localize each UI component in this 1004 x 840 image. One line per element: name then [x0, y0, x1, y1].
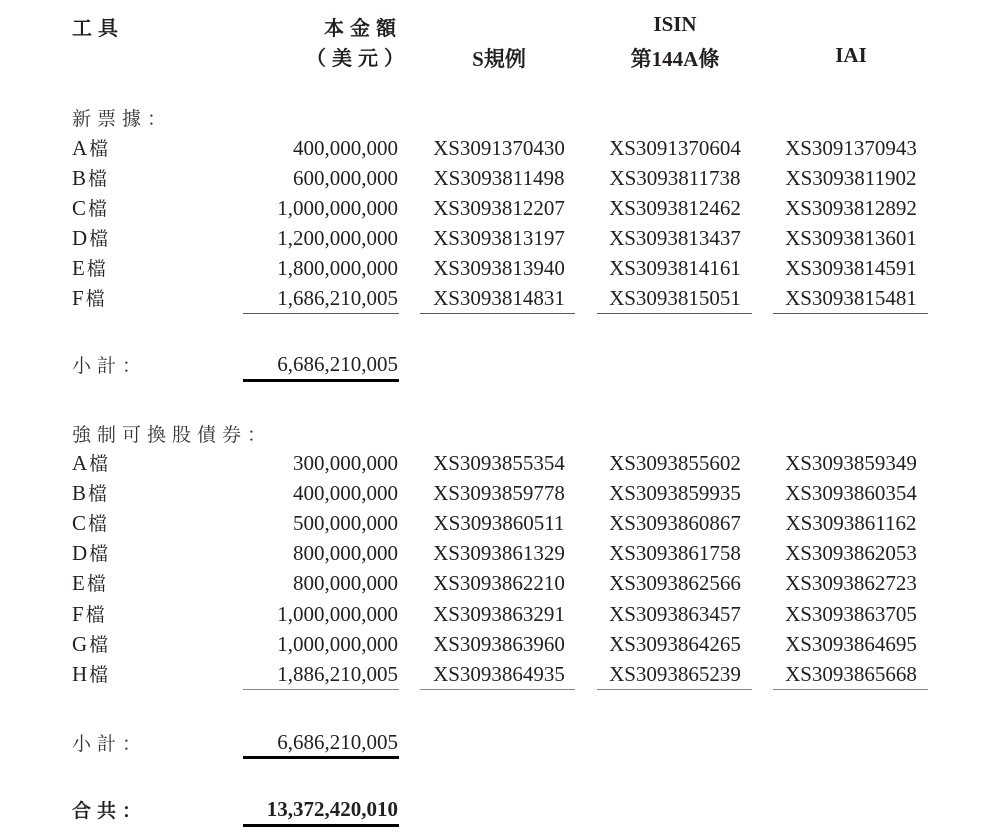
- tranche-letter: E: [72, 256, 85, 280]
- isin-144a-cell: XS3093863457: [609, 602, 741, 626]
- isin-iai-cell: XS3093863705: [785, 602, 917, 626]
- isin-iai-cell: XS3093865668: [785, 662, 917, 686]
- row-label: [72, 255, 106, 282]
- isin-iai-cell: XS3093859349: [785, 451, 917, 475]
- rule-iai: [773, 689, 928, 690]
- header-instrument: 工具: [72, 16, 124, 40]
- isin-144a-cell: XS3093814161: [609, 256, 741, 280]
- isin-iai-cell: XS3093862053: [785, 541, 917, 565]
- tranche-letter: F: [72, 602, 84, 626]
- tranche-suffix: 檔: [88, 483, 108, 505]
- tranche-suffix: 檔: [89, 138, 109, 160]
- isin-reg-s-cell: XS3093860511: [433, 511, 565, 535]
- section-title-new-notes: 新票據：: [72, 108, 173, 130]
- header-reg-s: S規例: [472, 47, 526, 71]
- header-principal-line2: （美元）: [306, 46, 410, 70]
- total-value: 13,372,420,010: [266, 797, 398, 821]
- amount-cell: 800,000,000: [293, 541, 398, 565]
- rule-amount: [243, 313, 399, 314]
- isin-iai-cell: XS3093815481: [785, 286, 917, 310]
- amount-cell: 1,000,000,000: [277, 632, 398, 656]
- tranche-letter: A: [72, 451, 88, 475]
- amount-cell: 1,886,210,005: [277, 662, 398, 686]
- isin-iai-cell: XS3093812892: [785, 196, 917, 220]
- section-title-mandatory-convertible: 強制可換股債券：: [72, 424, 273, 446]
- tranche-letter: B: [72, 166, 87, 190]
- isin-iai-cell: XS3093864695: [785, 632, 917, 656]
- isin-iai-cell: XS3093814591: [785, 256, 917, 280]
- isin-reg-s-cell: XS3093863960: [433, 632, 565, 656]
- rule-reg-s: [420, 313, 575, 314]
- isin-reg-s-cell: XS3093811498: [433, 166, 565, 190]
- rule-144a: [597, 689, 752, 690]
- amount-cell: 400,000,000: [293, 136, 398, 160]
- subtotal-value: 6,686,210,005: [277, 352, 398, 376]
- tranche-letter: B: [72, 481, 87, 505]
- row-label: [72, 540, 108, 567]
- tranche-suffix: 檔: [89, 634, 109, 656]
- isin-reg-s-cell: XS3093861329: [433, 541, 565, 565]
- isin-reg-s-cell: XS3093864935: [433, 662, 565, 686]
- isin-reg-s-cell: XS3093859778: [433, 481, 565, 505]
- amount-cell: 1,200,000,000: [277, 226, 398, 250]
- tranche-letter: D: [72, 226, 88, 250]
- subtotal-rule: [243, 379, 399, 382]
- tranche-suffix: 檔: [89, 543, 109, 565]
- rule-144a: [597, 313, 752, 314]
- total-label: 合共：: [72, 800, 148, 822]
- isin-reg-s-cell: XS3093813197: [433, 226, 565, 250]
- amount-cell: 400,000,000: [293, 481, 398, 505]
- tranche-suffix: 檔: [86, 573, 106, 595]
- isin-144a-cell: XS3093864265: [609, 632, 741, 656]
- isin-reg-s-cell: XS3093855354: [433, 451, 565, 475]
- rule-iai: [773, 313, 928, 314]
- isin-reg-s-cell: XS3093863291: [433, 602, 565, 626]
- isin-144a-cell: XS3093862566: [609, 571, 741, 595]
- row-label: [72, 601, 105, 628]
- isin-144a-cell: XS3093813437: [609, 226, 741, 250]
- amount-cell: 1,686,210,005: [277, 286, 398, 310]
- tranche-letter: D: [72, 541, 88, 565]
- row-label: [72, 510, 107, 537]
- isin-144a-cell: XS3093811738: [609, 166, 741, 190]
- subtotal-label: 小計：: [72, 355, 148, 377]
- subtotal-label: 小計：: [72, 733, 148, 755]
- isin-144a-cell: XS3093815051: [609, 286, 741, 310]
- isin-144a-cell: XS3093859935: [609, 481, 741, 505]
- header-principal-line1: 本金額: [324, 16, 402, 40]
- header-isin: ISIN: [653, 12, 697, 36]
- row-label: [72, 631, 108, 658]
- amount-cell: 1,000,000,000: [277, 602, 398, 626]
- rule-reg-s: [420, 689, 575, 690]
- isin-reg-s-cell: XS3093812207: [433, 196, 565, 220]
- amount-cell: 1,000,000,000: [277, 196, 398, 220]
- tranche-suffix: 檔: [88, 168, 108, 190]
- tranche-suffix: 檔: [86, 258, 106, 280]
- amount-cell: 800,000,000: [293, 571, 398, 595]
- subtotal-rule: [243, 756, 399, 759]
- amount-cell: 600,000,000: [293, 166, 398, 190]
- total-rule: [243, 824, 399, 827]
- tranche-letter: H: [72, 662, 88, 686]
- subtotal-value: 6,686,210,005: [277, 730, 398, 754]
- isin-reg-s-cell: XS3093813940: [433, 256, 565, 280]
- isin-iai-cell: XS3093811902: [785, 166, 917, 190]
- isin-iai-cell: XS3093860354: [785, 481, 917, 505]
- tranche-letter: C: [72, 196, 87, 220]
- isin-reg-s-cell: XS3093814831: [433, 286, 565, 310]
- isin-iai-cell: XS3091370943: [785, 136, 917, 160]
- header-iai: IAI: [835, 43, 867, 67]
- tranche-suffix: 檔: [85, 604, 105, 626]
- tranche-suffix: 檔: [85, 288, 105, 310]
- tranche-letter: F: [72, 286, 84, 310]
- tranche-suffix: 檔: [89, 228, 109, 250]
- row-label: [72, 570, 106, 597]
- row-label: [72, 480, 107, 507]
- amount-cell: 1,800,000,000: [277, 256, 398, 280]
- row-label: [72, 225, 108, 252]
- amount-cell: 500,000,000: [293, 511, 398, 535]
- tranche-letter: E: [72, 571, 85, 595]
- isin-144a-cell: XS3093861758: [609, 541, 741, 565]
- isin-iai-cell: XS3093862723: [785, 571, 917, 595]
- isin-iai-cell: XS3093813601: [785, 226, 917, 250]
- row-label: [72, 285, 105, 312]
- row-label: [72, 661, 108, 688]
- row-label: [72, 195, 107, 222]
- header-rule-144a: 第144A條: [630, 47, 720, 71]
- rule-amount: [243, 689, 399, 690]
- row-label: [72, 135, 108, 162]
- tranche-letter: A: [72, 136, 88, 160]
- isin-reg-s-cell: XS3091370430: [433, 136, 565, 160]
- isin-144a-cell: XS3091370604: [609, 136, 741, 160]
- row-label: [72, 450, 108, 477]
- isin-iai-cell: XS3093861162: [785, 511, 917, 535]
- tranche-suffix: 檔: [88, 198, 108, 220]
- row-label: [72, 165, 107, 192]
- tranche-suffix: 檔: [89, 664, 109, 686]
- tranche-letter: C: [72, 511, 87, 535]
- tranche-suffix: 檔: [88, 513, 108, 535]
- isin-reg-s-cell: XS3093862210: [433, 571, 565, 595]
- tranche-suffix: 檔: [89, 453, 109, 475]
- amount-cell: 300,000,000: [293, 451, 398, 475]
- tranche-letter: G: [72, 632, 88, 656]
- isin-144a-cell: XS3093812462: [609, 196, 741, 220]
- isin-144a-cell: XS3093860867: [609, 511, 741, 535]
- isin-144a-cell: XS3093865239: [609, 662, 741, 686]
- isin-144a-cell: XS3093855602: [609, 451, 741, 475]
